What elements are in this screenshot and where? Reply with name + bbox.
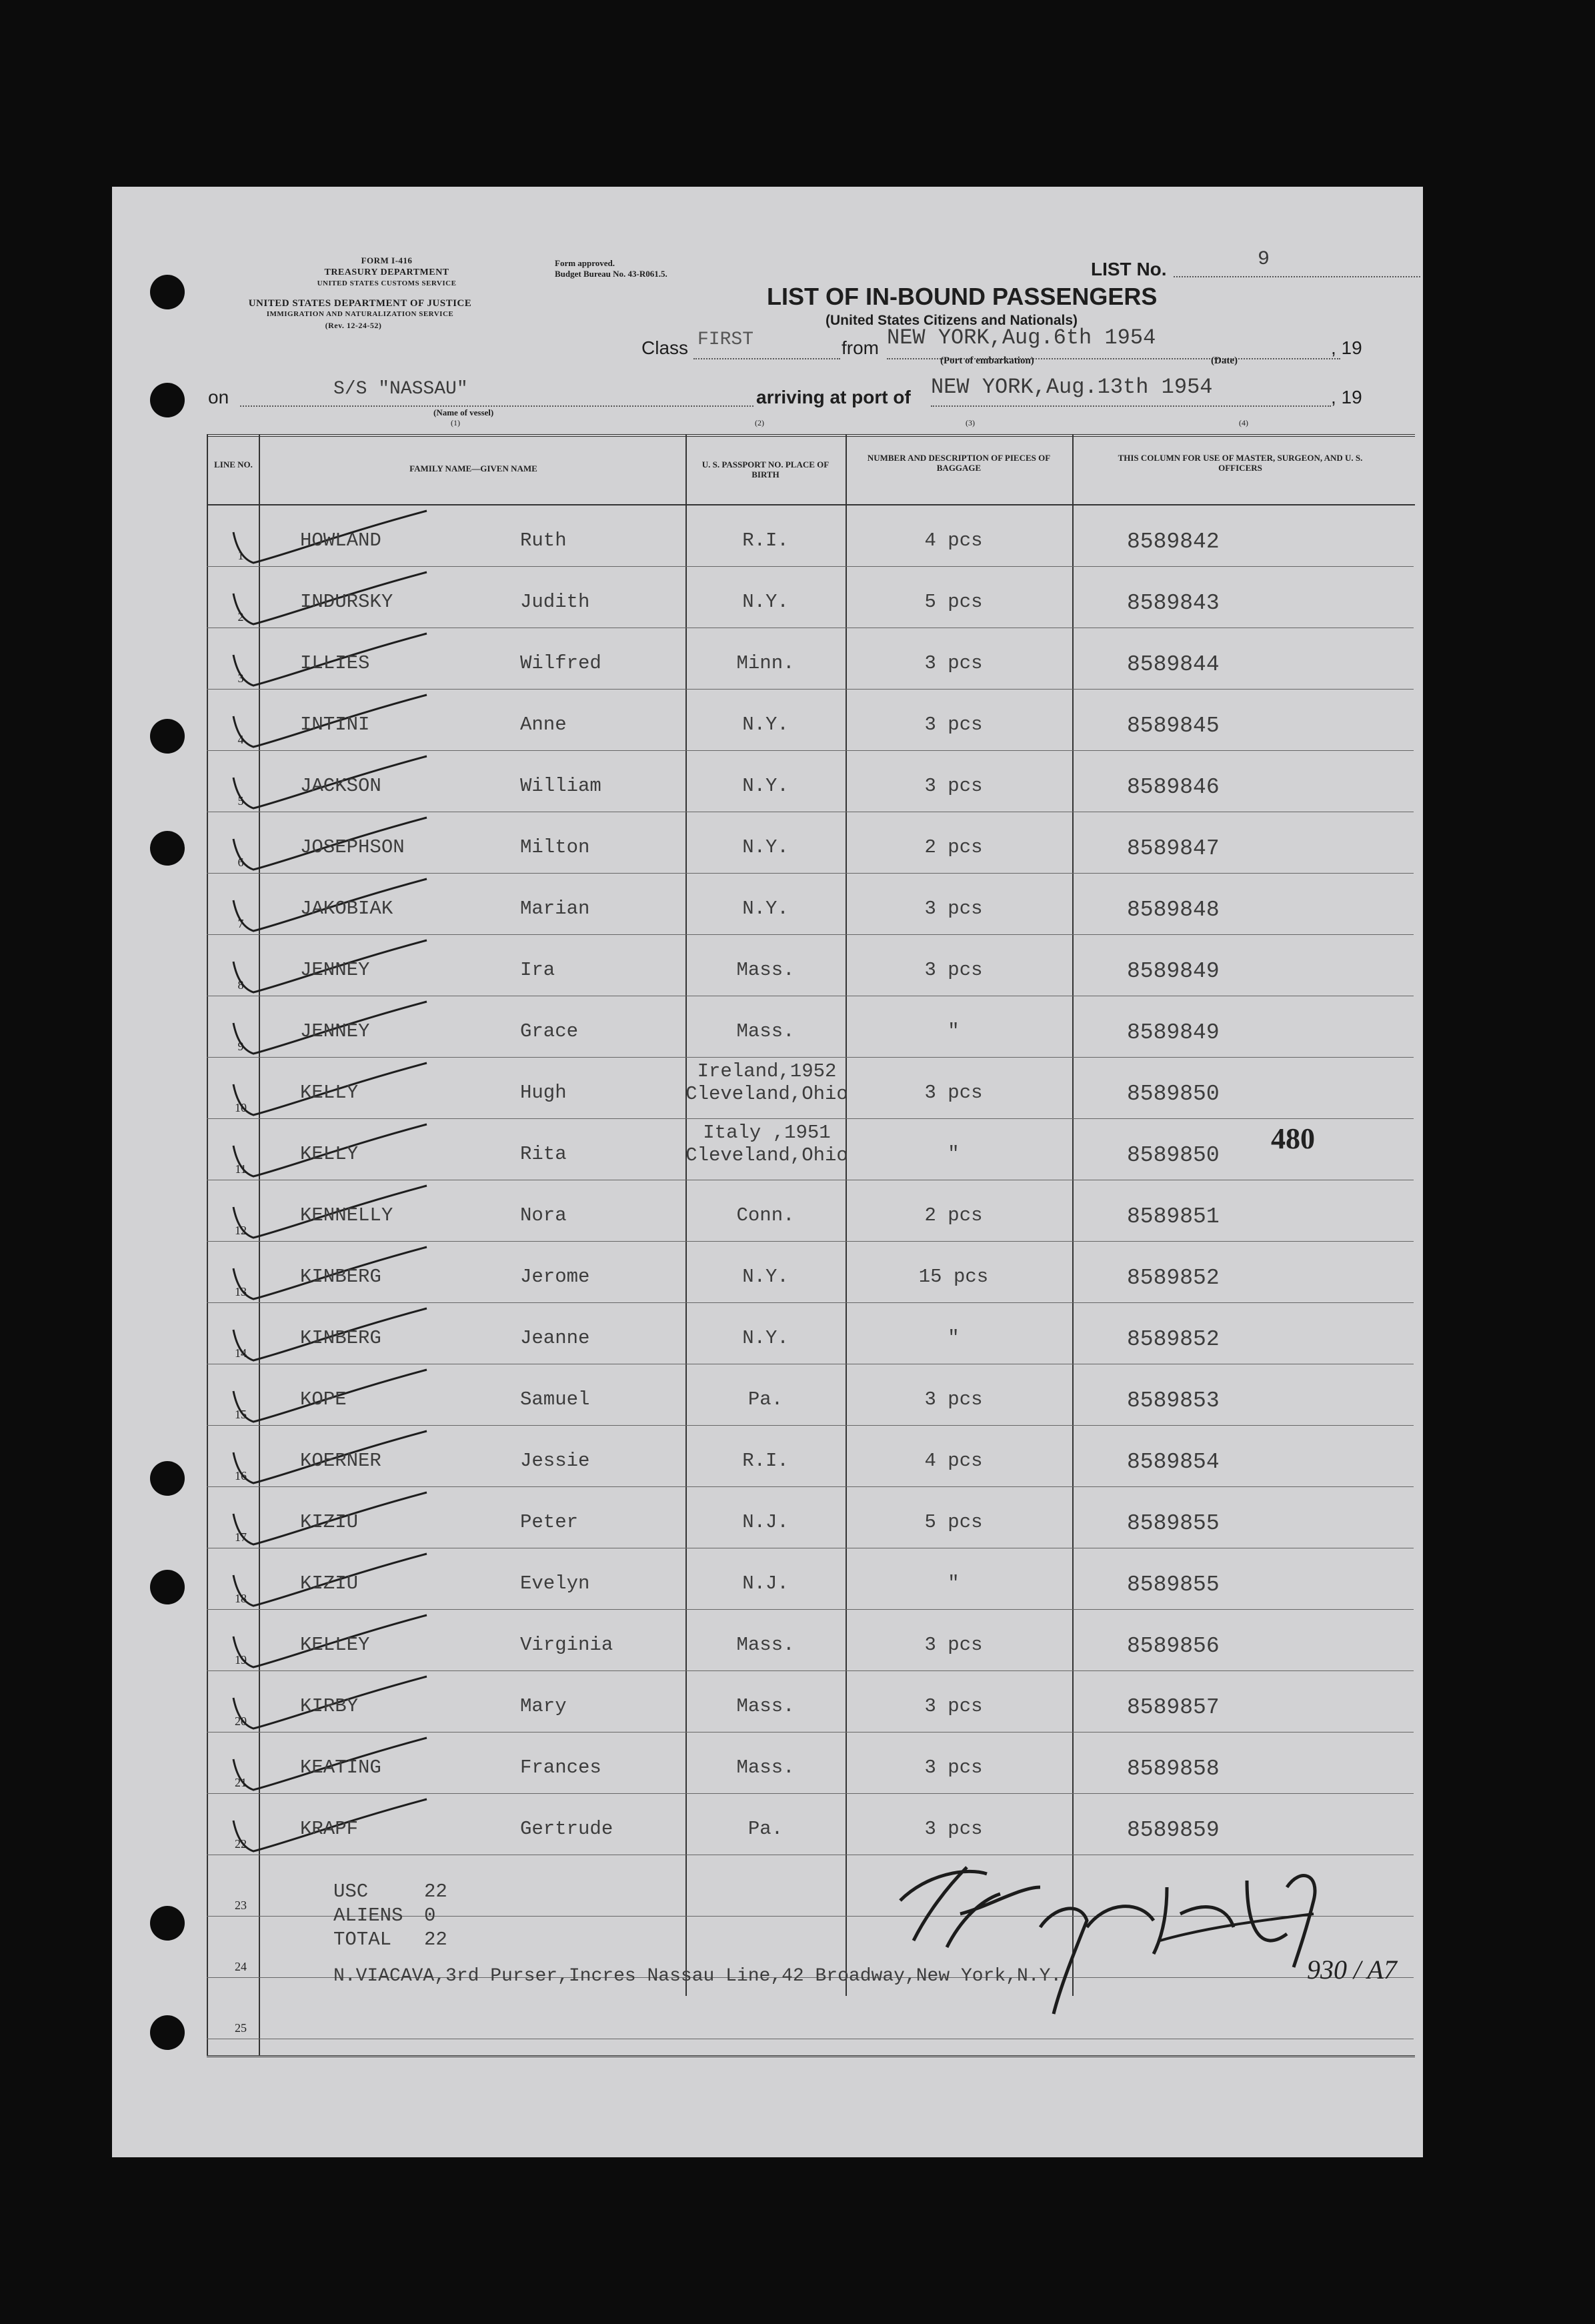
table-row <box>207 1119 1414 1180</box>
officer-number: 8589851 <box>1127 1204 1220 1229</box>
budget-bureau: Budget Bureau No. 43-R061.5. <box>555 269 667 279</box>
officer-number: 8589843 <box>1127 591 1220 616</box>
table-row <box>207 690 1414 751</box>
baggage: 5 pcs <box>924 1511 983 1533</box>
baggage: 3 pcs <box>924 1388 983 1410</box>
on-label: on <box>208 387 229 407</box>
place-of-birth: N.J. <box>742 1511 789 1533</box>
baggage: 3 pcs <box>924 959 983 981</box>
given-name: Evelyn <box>520 1572 590 1594</box>
from-year: , 19 <box>1331 337 1362 358</box>
table-row <box>207 874 1414 935</box>
officer-number: 8589852 <box>1127 1266 1220 1290</box>
family-name: JAKOBIAK <box>300 898 393 920</box>
place-of-birth: N.J. <box>742 1572 789 1594</box>
officer-number: 8589857 <box>1127 1695 1220 1720</box>
baggage: 3 pcs <box>924 898 983 920</box>
place-of-birth: Conn. <box>736 1204 795 1226</box>
arriving-year: , 19 <box>1331 387 1362 407</box>
given-name: Gertrude <box>520 1818 613 1840</box>
given-name: William <box>520 775 601 797</box>
table-row <box>207 935 1414 996</box>
place-of-birth: N.Y. <box>742 714 789 736</box>
purser-line: N.VIACAVA,3rd Purser,Incres Nassau Line,42 Broadway,New York,N.Y. <box>333 1966 1062 1987</box>
line-number: 23 <box>235 1899 247 1912</box>
table-row <box>207 1548 1414 1610</box>
family-name: KINBERG <box>300 1327 381 1349</box>
place-of-birth: Mass. <box>736 1695 795 1717</box>
class-line <box>693 358 840 359</box>
justice-dept: UNITED STATES DEPARTMENT OF JUSTICE <box>248 298 472 309</box>
aliens-count: 0 <box>424 1905 436 1927</box>
table-bottom-rule <box>207 2055 1415 2057</box>
officer-number: 8589855 <box>1127 1511 1220 1536</box>
line-number: 22 <box>235 1837 247 1851</box>
table-row <box>207 628 1414 690</box>
table-top-rule <box>207 434 1415 437</box>
line-number: 18 <box>235 1592 247 1605</box>
table-row <box>207 1610 1414 1671</box>
given-name: Anne <box>520 714 567 736</box>
line-number: 25 <box>235 2021 247 2035</box>
line-number: 14 <box>235 1346 247 1360</box>
baggage: 5 pcs <box>924 591 983 613</box>
given-name: Wilfred <box>520 652 601 674</box>
family-name: KIZIU <box>300 1572 359 1594</box>
officer-number: 8589855 <box>1127 1572 1220 1597</box>
signature <box>887 1847 1414 2041</box>
place-of-birth: R.I. <box>742 529 789 551</box>
table-row <box>207 1058 1414 1119</box>
form-approved: Form approved. <box>555 258 615 268</box>
family-name: KIZIU <box>300 1511 359 1533</box>
punch-hole <box>150 1906 185 1941</box>
family-name: INDURSKY <box>300 591 393 613</box>
given-name: Samuel <box>520 1388 590 1410</box>
line-number: 10 <box>235 1101 247 1114</box>
baggage: 2 pcs <box>924 1204 983 1226</box>
class-value: FIRST <box>697 329 754 350</box>
col-header-passport: U. S. PASSPORT NO. PLACE OF BIRTH <box>701 459 830 479</box>
line-number: 13 <box>235 1285 247 1298</box>
baggage: 3 pcs <box>924 775 983 797</box>
list-no-line <box>1174 276 1420 277</box>
baggage: 3 pcs <box>924 1818 983 1840</box>
line-number: 2 <box>237 610 244 624</box>
family-name: KELLEY <box>300 1634 370 1656</box>
arriving-line <box>931 405 1331 407</box>
table-row <box>207 1303 1414 1364</box>
family-name: JENNEY <box>300 959 370 981</box>
total-count: 22 <box>424 1929 447 1951</box>
total-label: TOTAL <box>333 1929 392 1951</box>
place-of-birth: Ireland,1952 Cleveland,Ohio <box>685 1060 848 1105</box>
place-of-birth: Mass. <box>736 1634 795 1656</box>
officer-number: 8589853 <box>1127 1388 1220 1413</box>
line-number: 5 <box>237 794 244 808</box>
place-of-birth: Mass. <box>736 1757 795 1779</box>
given-name: Ira <box>520 959 555 981</box>
officer-number: 8589858 <box>1127 1757 1220 1781</box>
baggage: " <box>948 1327 960 1349</box>
col3-no: (3) <box>966 418 975 427</box>
punch-hole <box>150 383 185 417</box>
table-row <box>207 1364 1414 1426</box>
baggage: 3 pcs <box>924 1695 983 1717</box>
place-of-birth: N.Y. <box>742 775 789 797</box>
given-name: Grace <box>520 1020 579 1042</box>
line-number: 15 <box>235 1408 247 1421</box>
officer-number: 8589852 <box>1127 1327 1220 1352</box>
class-label: Class <box>641 337 689 358</box>
from-value: NEW YORK,Aug.6th 1954 <box>887 325 1156 350</box>
officer-number: 8589846 <box>1127 775 1220 800</box>
baggage: 3 pcs <box>924 1082 983 1104</box>
given-name: Marian <box>520 898 590 920</box>
col-header-line-no: LINE NO. <box>214 459 253 469</box>
officer-number: 8589856 <box>1127 1634 1220 1658</box>
officer-number: 8589844 <box>1127 652 1220 677</box>
family-name: KINBERG <box>300 1266 381 1288</box>
line-number: 19 <box>235 1653 247 1666</box>
place-of-birth: Pa. <box>747 1388 783 1410</box>
given-name: Judith <box>520 591 590 613</box>
given-name: Frances <box>520 1757 601 1779</box>
given-name: Ruth <box>520 529 567 551</box>
customs-service: UNITED STATES CUSTOMS SERVICE <box>317 279 457 287</box>
officer-number: 8589854 <box>1127 1450 1220 1474</box>
family-name: KEATING <box>300 1757 381 1779</box>
family-name: KELLY <box>300 1143 359 1165</box>
officer-number: 8589849 <box>1127 959 1220 984</box>
line-number: 6 <box>237 856 244 869</box>
table-row <box>207 751 1414 812</box>
family-name: ILLIES <box>300 652 370 674</box>
punch-hole <box>150 831 185 866</box>
place-of-birth: Italy ,1951 Cleveland,Ohio <box>685 1122 848 1166</box>
baggage: " <box>948 1143 960 1165</box>
col-header-officers: THIS COLUMN FOR USE OF MASTER, SURGEON, AND U. S. OFFICERS <box>1118 453 1363 473</box>
col2-no: (2) <box>755 418 764 427</box>
family-name: JOSEPHSON <box>300 836 405 858</box>
vessel-line <box>240 405 753 407</box>
place-of-birth: Pa. <box>747 1818 783 1840</box>
family-name: JACKSON <box>300 775 381 797</box>
vessel-col-no: (1) <box>451 418 460 427</box>
family-name: KENNELLY <box>300 1204 393 1226</box>
punch-hole <box>150 719 185 754</box>
table-row <box>207 1242 1414 1303</box>
date-caption: (Date) <box>1211 355 1238 366</box>
line-number: 3 <box>237 672 244 685</box>
table-row <box>207 1487 1414 1548</box>
place-of-birth: Mass. <box>736 1020 795 1042</box>
from-label: from <box>842 337 879 358</box>
officer-number: 8589859 <box>1127 1818 1220 1843</box>
line-number: 1 <box>237 549 244 562</box>
baggage: 2 pcs <box>924 836 983 858</box>
family-name: KRAPF <box>300 1818 359 1840</box>
given-name: Mary <box>520 1695 567 1717</box>
given-name: Milton <box>520 836 590 858</box>
baggage: 4 pcs <box>924 529 983 551</box>
place-of-birth: N.Y. <box>742 1327 789 1349</box>
line-number: 4 <box>237 733 244 746</box>
baggage: " <box>948 1020 960 1042</box>
table-row <box>207 1794 1414 1855</box>
punch-hole <box>150 275 185 309</box>
port-embarkation-caption: (Port of embarkation) <box>940 355 1034 366</box>
given-name: Jeanne <box>520 1327 590 1349</box>
officer-number: 8589845 <box>1127 714 1220 738</box>
baggage: " <box>948 1572 960 1594</box>
table-row <box>207 1426 1414 1487</box>
baggage: 4 pcs <box>924 1450 983 1472</box>
baggage: 3 pcs <box>924 1634 983 1656</box>
punch-hole <box>150 1570 185 1604</box>
place-of-birth: Mass. <box>736 959 795 981</box>
line-number: 20 <box>235 1714 247 1728</box>
family-name: KOPE <box>300 1388 347 1410</box>
arriving-value: NEW YORK,Aug.13th 1954 <box>931 375 1213 399</box>
usc-count: 22 <box>424 1881 447 1903</box>
list-no-label: LIST No. <box>1091 259 1167 279</box>
given-name: Jerome <box>520 1266 590 1288</box>
form-id: FORM I-416 <box>361 255 413 265</box>
family-name: KOERNER <box>300 1450 381 1472</box>
place-of-birth: N.Y. <box>742 836 789 858</box>
usc-label: USC <box>333 1881 369 1903</box>
col4-no: (4) <box>1239 418 1248 427</box>
document-title: LIST OF IN-BOUND PASSENGERS <box>767 283 1158 310</box>
given-name: Virginia <box>520 1634 613 1656</box>
place-of-birth: R.I. <box>742 1450 789 1472</box>
aliens-label: ALIENS <box>333 1905 403 1927</box>
table-row <box>207 1671 1414 1732</box>
officer-number: 8589847 <box>1127 836 1220 861</box>
place-of-birth: N.Y. <box>742 1266 789 1288</box>
col-header-name: FAMILY NAME—GIVEN NAME <box>409 463 537 473</box>
vessel-caption: (Name of vessel) <box>433 407 494 417</box>
given-name: Rita <box>520 1143 567 1165</box>
treasury-dept: TREASURY DEPARTMENT <box>324 267 449 277</box>
officer-number: 8589850 <box>1127 1143 1220 1168</box>
table-row <box>207 505 1414 567</box>
baggage: 3 pcs <box>924 714 983 736</box>
line-number: 8 <box>237 978 244 992</box>
family-name: KIRBY <box>300 1695 359 1717</box>
handwritten-note: 930 / A7 <box>1307 1955 1397 1985</box>
line-number: 12 <box>235 1224 247 1237</box>
arriving-label: arriving at port of <box>756 387 911 407</box>
vessel-name: S/S "NASSAU" <box>333 379 468 399</box>
line-number: 24 <box>235 1960 247 1973</box>
place-of-birth: Minn. <box>736 652 795 674</box>
family-name: KELLY <box>300 1082 359 1104</box>
place-of-birth: N.Y. <box>742 591 789 613</box>
document-subtitle: (United States Citizens and Nationals) <box>826 313 1078 328</box>
officer-number: 8589850 <box>1127 1082 1220 1106</box>
line-number: 11 <box>235 1162 247 1176</box>
officer-number: 8589842 <box>1127 529 1220 554</box>
line-number: 17 <box>235 1530 247 1544</box>
place-of-birth: N.Y. <box>742 898 789 920</box>
given-name: Jessie <box>520 1450 590 1472</box>
line-number: 16 <box>235 1469 247 1482</box>
table-row <box>207 1732 1414 1794</box>
given-name: Peter <box>520 1511 579 1533</box>
col-header-baggage: NUMBER AND DESCRIPTION OF PIECES OF BAGGAGE <box>867 453 1051 473</box>
given-name: Hugh <box>520 1082 567 1104</box>
table-row <box>207 1180 1414 1242</box>
family-name: INTINI <box>300 714 370 736</box>
baggage: 3 pcs <box>924 652 983 674</box>
table-row <box>207 567 1414 628</box>
family-name: HOWLAND <box>300 529 381 551</box>
baggage: 15 pcs <box>918 1266 989 1288</box>
punch-hole <box>150 1461 185 1496</box>
list-no-value: 9 <box>1258 248 1270 271</box>
table-row <box>207 812 1414 874</box>
punch-hole <box>150 2015 185 2050</box>
revision: (Rev. 12-24-52) <box>325 321 382 330</box>
given-name: Nora <box>520 1204 567 1226</box>
table-row <box>207 996 1414 1058</box>
officer-number: 8589849 <box>1127 1020 1220 1045</box>
ins-service: IMMIGRATION AND NATURALIZATION SERVICE <box>266 310 454 318</box>
line-number: 9 <box>237 1040 244 1053</box>
officer-number: 8589848 <box>1127 898 1220 922</box>
annotation-480: 480 <box>1271 1122 1315 1155</box>
line-number: 7 <box>237 917 244 930</box>
family-name: JENNEY <box>300 1020 370 1042</box>
line-number: 21 <box>235 1776 247 1789</box>
baggage: 3 pcs <box>924 1757 983 1779</box>
